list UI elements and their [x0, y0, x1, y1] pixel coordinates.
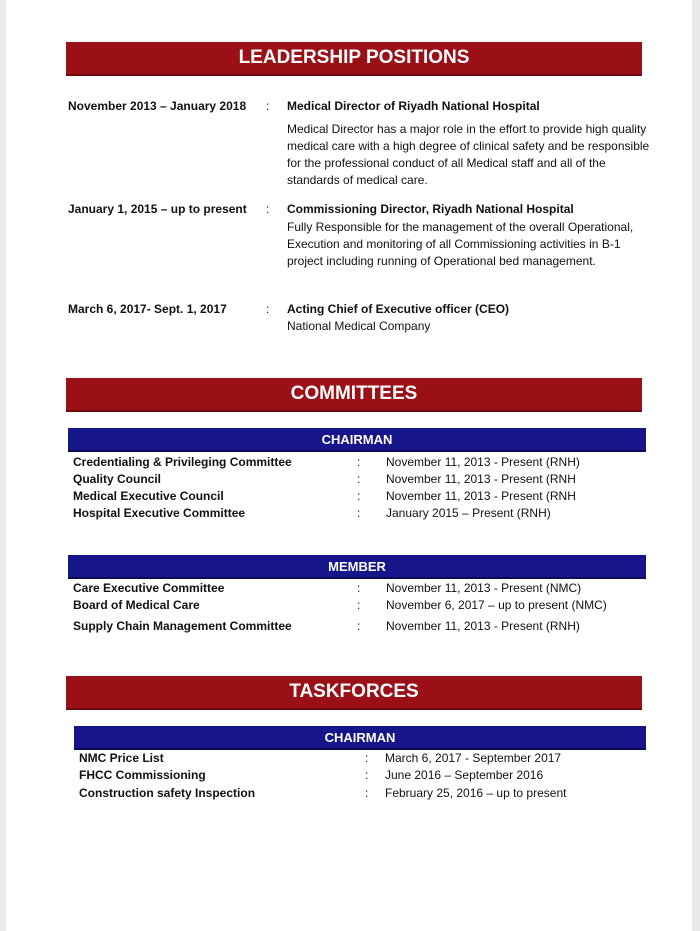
taskforce-period: June 2016 – September 2016 [385, 768, 544, 782]
separator: : [357, 619, 361, 633]
leadership-date: March 6, 2017- Sept. 1, 2017 [68, 302, 227, 316]
taskforces-header: TASKFORCES [66, 676, 642, 710]
leadership-date: January 1, 2015 – up to present [68, 202, 247, 216]
taskforce-name: FHCC Commissioning [79, 768, 206, 782]
committee-period: November 11, 2013 - Present (RNH [386, 472, 576, 486]
leadership-header: LEADERSHIP POSITIONS [66, 42, 642, 76]
separator: : [365, 786, 369, 800]
committee-period: November 6, 2017 – up to present (NMC) [386, 598, 607, 612]
separator: : [266, 202, 270, 216]
committee-name: Credentialing & Privileging Committee [73, 455, 292, 469]
committee-period: November 11, 2013 - Present (RNH [386, 489, 576, 503]
separator: : [357, 581, 361, 595]
leadership-description: Fully Responsible for the management of the overall Operational, Execution and monitoring of all Commissioning activities in B-1 project including running of Operational bed management. [287, 220, 634, 268]
committee-period: November 11, 2013 - Present (RNH) [386, 455, 580, 469]
committees-chairman-header: CHAIRMAN [68, 428, 646, 452]
separator: : [266, 302, 270, 316]
leadership-description: National Medical Company [287, 319, 431, 333]
separator: : [357, 455, 361, 469]
taskforces-chairman-header: CHAIRMAN [74, 726, 646, 750]
committee-name: Quality Council [73, 472, 162, 486]
leadership-date: November 2013 – January 2018 [68, 99, 247, 113]
separator: : [266, 99, 270, 113]
separator: : [357, 506, 361, 520]
leadership-position: Acting Chief of Executive officer (CEO) [287, 302, 510, 316]
committees-header: COMMITTEES [66, 378, 642, 412]
separator: : [365, 768, 369, 782]
separator: : [357, 598, 361, 612]
committee-period: November 11, 2013 - Present (NMC) [386, 581, 582, 595]
committee-name: Supply Chain Management Committee [73, 619, 292, 633]
committee-name: Hospital Executive Committee [73, 506, 246, 520]
leadership-position: Medical Director of Riyadh National Hospital [287, 99, 540, 113]
committee-period: January 2015 – Present (RNH) [386, 506, 551, 520]
committee-name: Care Executive Committee [73, 581, 225, 595]
taskforce-period: February 25, 2016 – up to present [385, 786, 567, 800]
committee-name: Medical Executive Council [73, 489, 224, 503]
separator: : [365, 751, 369, 765]
taskforce-name: Construction safety Inspection [79, 786, 256, 800]
separator: : [357, 489, 361, 503]
committee-period: November 11, 2013 - Present (RNH) [386, 619, 580, 633]
leadership-description: Medical Director has a major role in the effort to provide high quality medical care with a high degree of clinical safety and be responsible for the professional conduct of all Medical staff and all of the standards of medical care. [287, 122, 650, 187]
separator: : [357, 472, 361, 486]
taskforce-period: March 6, 2017 - September 2017 [385, 751, 562, 765]
leadership-position: Commissioning Director, Riyadh National Hospital [287, 202, 574, 216]
taskforce-name: NMC Price List [79, 751, 164, 765]
committees-member-header: MEMBER [68, 555, 646, 579]
committee-name: Board of Medical Care [73, 598, 200, 612]
